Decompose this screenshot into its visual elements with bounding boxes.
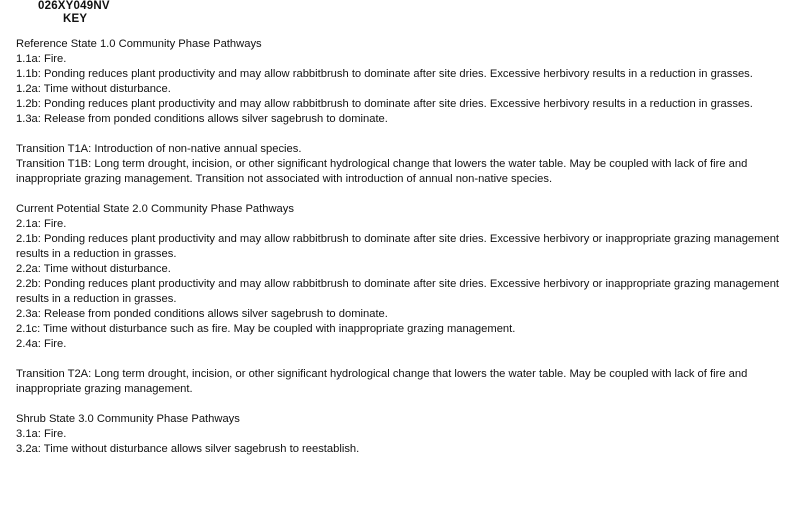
section-transition-t2 <box>16 367 792 397</box>
key-label: KEY <box>63 13 88 25</box>
pathway-line: 2.1a: Fire. <box>16 218 67 230</box>
pathway-line: 2.1b: Ponding reduces plant productivity and may allow rabbitbrush to dominate after site dries. Excessive herbivory or inappropriate grazing management results in a reduction in grasses. <box>16 233 780 260</box>
pathway-line: 2.3a: Release from ponded conditions allows silver sagebrush to dominate. <box>16 308 388 320</box>
pathway-line: 1.2a: Time without disturbance. <box>16 83 171 95</box>
section-reference-state <box>16 37 792 127</box>
pathway-line: 3.2a: Time without disturbance allows silver sagebrush to reestablish. <box>16 443 360 455</box>
pathways-text <box>16 37 792 472</box>
site-code: 026XY049NV <box>38 0 110 12</box>
document-header <box>38 0 110 26</box>
transition-line: Transition T2A: Long term drought, incision, or other significant hydrological change that lowers the water table. May be coupled with lack of fire and inappropriate grazing management. <box>16 368 748 395</box>
pathway-line: 1.3a: Release from ponded conditions allows silver sagebrush to dominate. <box>16 113 388 125</box>
pathway-line: 1.2b: Ponding reduces plant productivity and may allow rabbitbrush to dominate after site dries. Excessive herbivory results in a reduction in grasses. <box>16 98 753 110</box>
pathway-line: 2.2a: Time without disturbance. <box>16 263 171 275</box>
pathway-line: 2.1c: Time without disturbance such as fire. May be coupled with inappropriate grazing management. <box>16 323 516 335</box>
section-title: Reference State 1.0 Community Phase Pathways <box>16 38 262 50</box>
transition-line: Transition T1A: Introduction of non-native annual species. <box>16 143 302 155</box>
section-transitions-t1 <box>16 142 792 187</box>
section-title: Current Potential State 2.0 Community Phase Pathways <box>16 203 294 215</box>
pathway-line: 2.2b: Ponding reduces plant productivity and may allow rabbitbrush to dominate after site dries. Excessive herbivory or inappropriate grazing management results in a reduction in grasses. <box>16 278 780 305</box>
pathway-line: 2.4a: Fire. <box>16 338 67 350</box>
section-current-potential-state <box>16 202 792 352</box>
transition-line: Transition T1B: Long term drought, incision, or other significant hydrological change that lowers the water table. May be coupled with lack of fire and inappropriate grazing management. Transition not associated with introduction of annual non-native species. <box>16 158 748 185</box>
pathway-line: 1.1a: Fire. <box>16 53 67 65</box>
pathway-line: 3.1a: Fire. <box>16 428 67 440</box>
section-title: Shrub State 3.0 Community Phase Pathways <box>16 413 240 425</box>
section-shrub-state <box>16 412 792 457</box>
pathway-line: 1.1b: Ponding reduces plant productivity and may allow rabbitbrush to dominate after site dries. Excessive herbivory results in a reduction in grasses. <box>16 68 753 80</box>
